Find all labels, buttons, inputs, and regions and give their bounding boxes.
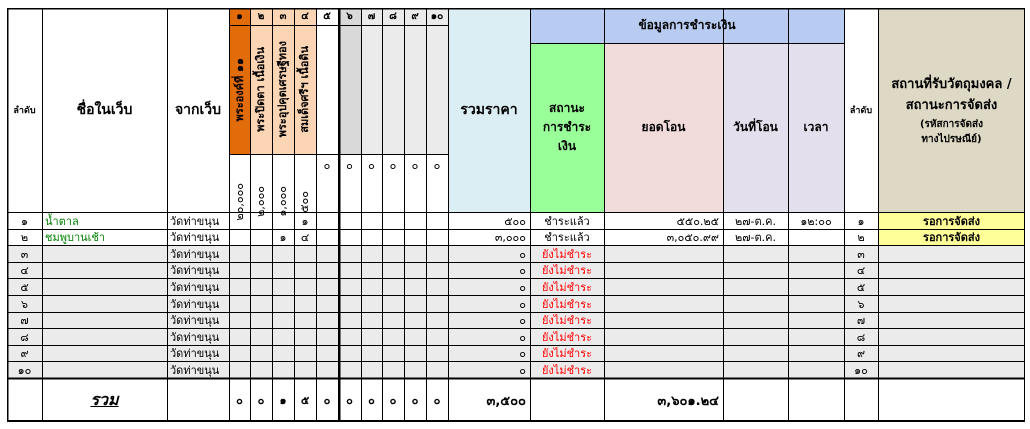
row-date: ๒๗-ต.ค.: [735, 231, 776, 244]
row-web-name: [42, 278, 167, 295]
row-qty: [316, 328, 338, 345]
row-qty: [426, 278, 448, 295]
row-web-name: น้ำตาล: [45, 214, 79, 228]
row-qty: [272, 212, 294, 229]
row-number-right: ๔: [856, 264, 866, 277]
row-total: ๐: [519, 297, 526, 311]
row-qty: [426, 212, 448, 229]
row-ship-status: [878, 295, 1025, 312]
row-qty: [229, 361, 250, 378]
item-number: ๗: [367, 11, 376, 22]
item-name-text: พระอุปคุตเศรษฐีทอง: [276, 41, 289, 138]
row-amount: [604, 295, 723, 312]
transfer-date-header: วันที่โอน: [733, 120, 778, 134]
row-status: ยังไม่ชำระ: [541, 247, 593, 261]
row-ship-status: รอการจัดส่ง: [923, 231, 980, 244]
row-qty: [404, 278, 426, 295]
row-number: ๗: [20, 314, 29, 327]
row-qty: [229, 245, 250, 262]
row-qty: [272, 361, 294, 378]
row-qty: [426, 312, 448, 328]
row-amount: [604, 345, 723, 361]
row-amount: ๓,๐๕๐.๙๙: [666, 231, 719, 244]
row-time: [788, 295, 844, 312]
row-qty: [404, 245, 426, 262]
row-time: ๑๒:๐๐: [800, 214, 832, 228]
row-qty: [404, 262, 426, 278]
row-qty: [316, 262, 338, 278]
row-qty: [272, 328, 294, 345]
row-status: ยังไม่ชำระ: [541, 280, 593, 294]
row-qty: [229, 312, 250, 328]
totals-label: รวม: [90, 389, 119, 409]
row-qty: [250, 245, 272, 262]
totals-qty: ๐: [236, 394, 243, 407]
row-qty: [272, 262, 294, 278]
row-web-name: ชมพูบานเช้า: [45, 231, 106, 244]
row-qty: [361, 295, 382, 312]
item-number: ๑๐: [430, 11, 444, 22]
item-number: ๘: [389, 11, 397, 22]
item-name-text: พระองค์ที่ ๑๑: [232, 57, 246, 122]
item-number: ๔: [301, 11, 309, 22]
row-qty: [404, 212, 426, 229]
row-date: [723, 278, 788, 295]
row-number: ๒: [20, 231, 29, 244]
item-price-text: ๒,๐๐๐: [254, 186, 267, 217]
totals-qty: ๐: [368, 394, 375, 407]
row-qty: [316, 295, 338, 312]
row-qty: [294, 278, 316, 295]
row-qty: [250, 328, 272, 345]
row-qty: [338, 295, 361, 312]
row-qty: ๑: [301, 214, 309, 228]
item-number: ๙: [411, 11, 419, 22]
row-qty: [361, 212, 382, 229]
row-qty: [250, 361, 272, 378]
item-number: ๖: [346, 11, 353, 22]
row-qty: [361, 345, 382, 361]
totals-qty: ๐: [411, 394, 419, 407]
row-total: ๐: [519, 264, 526, 277]
row-number-right: ๓: [857, 247, 865, 261]
row-total: ๐: [519, 314, 526, 327]
row-date: [723, 262, 788, 278]
row-qty: [294, 312, 316, 328]
row-qty: [382, 328, 404, 345]
row-number-right: ๗: [856, 314, 866, 327]
row-qty: [404, 328, 426, 345]
row-time: [788, 245, 844, 262]
row-ship-status: [878, 345, 1025, 361]
row-qty: [250, 295, 272, 312]
item-name-text: พระปิดตา เนื้อเงิน: [254, 47, 267, 132]
row-qty: [361, 245, 382, 262]
row-qty: [272, 245, 294, 262]
row-status: ยังไม่ชำระ: [541, 314, 593, 327]
row-qty: [426, 361, 448, 378]
row-qty: [338, 361, 361, 378]
row-amount: [604, 312, 723, 328]
row-qty: [382, 262, 404, 278]
row-total: ๐: [519, 347, 526, 360]
row-number-right: ๑๐: [854, 363, 868, 377]
row-ship-status: [878, 278, 1025, 295]
row-amount: [604, 245, 723, 262]
row-qty: [316, 212, 338, 229]
payment-status-header: สถานะการชำระเงิน: [542, 101, 592, 153]
row-qty: [229, 345, 250, 361]
totals-total: ๓,๕๐๐: [486, 393, 526, 409]
row-status: ชำระแล้ว: [544, 231, 590, 244]
row-qty: [426, 229, 448, 245]
row-total: ๓,๐๐๐: [494, 231, 526, 244]
row-time: [788, 312, 844, 328]
row-ship-status: [878, 361, 1025, 378]
item-number: ๑: [236, 11, 243, 22]
row-status: ยังไม่ชำระ: [541, 347, 593, 360]
row-qty: [294, 345, 316, 361]
row-qty: [361, 312, 382, 328]
row-number-right: ๘: [856, 330, 866, 344]
row-status: ยังไม่ชำระ: [541, 297, 593, 311]
row-qty: [338, 312, 361, 328]
row-qty: [382, 345, 404, 361]
row-number-right: ๕: [856, 280, 866, 294]
row-status: ยังไม่ชำระ: [541, 264, 593, 277]
row-time: [788, 262, 844, 278]
row-number-right: ๑: [857, 214, 865, 228]
row-qty: [404, 345, 426, 361]
row-qty: [382, 312, 404, 328]
row-status: ยังไม่ชำระ: [541, 330, 593, 344]
totals-qty: ๐: [346, 394, 353, 407]
row-ship-status: [878, 262, 1025, 278]
item-name: [250, 25, 272, 154]
location-header-title: สถานที่รับวัตถุมงคล / สถานะการจัดส่ง: [891, 77, 1012, 113]
row-time: [788, 361, 844, 378]
row-qty: [404, 312, 426, 328]
row-number-right: ๒: [857, 231, 865, 244]
row-from-web: วัดท่าขนุน: [170, 347, 220, 360]
row-qty: [250, 278, 272, 295]
row-time: [788, 229, 844, 245]
row-total: ๕๐๐: [504, 214, 526, 228]
num6-fill: [338, 8, 361, 154]
row-qty: [316, 245, 338, 262]
item-name: [229, 25, 250, 154]
row-date: ๒๗-ต.ค.: [735, 214, 776, 228]
row-qty: [382, 295, 404, 312]
row-qty: [361, 229, 382, 245]
row-qty: [250, 212, 272, 229]
totals-qty: ๕: [300, 394, 310, 407]
row-from-web: วัดท่าขนุน: [170, 297, 220, 311]
row-qty: [382, 361, 404, 378]
row-qty: [426, 328, 448, 345]
row-web-name: [42, 262, 167, 278]
row-amount: [604, 262, 723, 278]
item-price: ๐: [346, 159, 353, 172]
row-qty: [250, 312, 272, 328]
row-qty: [382, 278, 404, 295]
item-name-text: สมเด็จศรีฯ เนื้อดิน: [298, 46, 311, 133]
row-from-web: วัดท่าขนุน: [170, 280, 220, 294]
row-amount: ๕๕๐.๒๕: [676, 214, 719, 228]
row-from-web: วัดท่าขนุน: [170, 363, 220, 377]
row-qty: [316, 229, 338, 245]
row-number: ๑: [21, 214, 28, 228]
row-qty: [272, 295, 294, 312]
row-from-web: วัดท่าขนุน: [170, 264, 220, 277]
row-qty: [316, 312, 338, 328]
row-qty: [338, 278, 361, 295]
order-right-header: ลำดับ: [849, 106, 873, 116]
row-qty: [404, 295, 426, 312]
row-qty: [229, 278, 250, 295]
row-time: [788, 328, 844, 345]
row-qty: [272, 345, 294, 361]
row-qty: [382, 245, 404, 262]
item-price: ๐: [389, 159, 397, 172]
row-qty: [294, 328, 316, 345]
row-qty: [361, 328, 382, 345]
row-qty: [338, 262, 361, 278]
row-web-name: [42, 345, 167, 361]
row-number: ๙: [20, 347, 29, 360]
row-qty: [294, 245, 316, 262]
row-qty: [338, 345, 361, 361]
item-price-text: ๑,๐๐๐: [276, 186, 289, 217]
row-number: ๕: [20, 280, 29, 294]
row-number: ๖: [21, 297, 28, 311]
item-number: ๓: [279, 11, 287, 22]
row-ship-status: [878, 328, 1025, 345]
row-from-web: วัดท่าขนุน: [170, 247, 220, 261]
row-qty: [404, 361, 426, 378]
row-qty: ๔: [300, 231, 310, 244]
item-name: [294, 25, 316, 154]
row-qty: [250, 345, 272, 361]
row-qty: [426, 295, 448, 312]
row-qty: [229, 262, 250, 278]
row-qty: [250, 229, 272, 245]
row-date: [723, 345, 788, 361]
row-qty: [361, 278, 382, 295]
row-qty: [294, 262, 316, 278]
row-qty: [316, 278, 338, 295]
row-amount: [604, 361, 723, 378]
order-sheet: [7, 8, 1025, 422]
payment-info-header: ข้อมูลการชำระเงิน: [638, 18, 736, 32]
row-qty: [338, 328, 361, 345]
item-price: ๐: [411, 159, 419, 172]
row-qty: [404, 229, 426, 245]
row-from-web: วัดท่าขนุน: [170, 214, 220, 228]
row-qty: [294, 295, 316, 312]
row-total: ๐: [519, 363, 526, 377]
row-qty: [382, 229, 404, 245]
row-qty: [316, 361, 338, 378]
row-qty: [272, 278, 294, 295]
row-total: ๐: [519, 280, 526, 294]
row-number-right: ๖: [857, 297, 865, 311]
row-qty: [229, 229, 250, 245]
row-date: [723, 328, 788, 345]
row-ship-status: [878, 312, 1025, 328]
row-total: ๐: [519, 330, 526, 344]
transfer-amount-header: ยอดโอน: [641, 120, 686, 134]
row-qty: [229, 212, 250, 229]
order-header: ลำดับ: [13, 106, 36, 116]
totals-qty: ๐: [257, 394, 265, 407]
row-qty: [316, 345, 338, 361]
item-name: [272, 25, 294, 154]
totals-qty: ๐: [433, 394, 441, 407]
row-date: [723, 245, 788, 262]
time-header: เวลา: [803, 120, 829, 134]
row-qty: [250, 262, 272, 278]
row-qty: [338, 229, 361, 245]
row-web-name: [42, 328, 167, 345]
row-qty: ๑: [279, 231, 287, 244]
totals-amount: ๓,๖๐๑.๒๔: [657, 393, 719, 409]
row-status: ยังไม่ชำระ: [541, 363, 593, 377]
row-web-name: [42, 245, 167, 262]
item-price-text: ๒๐,๐๐๐: [232, 182, 246, 221]
row-qty: [272, 312, 294, 328]
row-time: [788, 345, 844, 361]
row-total: ๐: [519, 247, 526, 261]
row-qty: [229, 328, 250, 345]
row-number: ๔: [20, 264, 29, 277]
item-price-text: ๕๐๐: [298, 190, 311, 213]
total-price-header: รวมราคา: [460, 102, 518, 118]
from-web-header: จากเว็บ: [174, 102, 222, 118]
row-ship-status: [878, 245, 1025, 262]
item-number: ๕: [323, 11, 331, 22]
row-date: [723, 361, 788, 378]
row-amount: [604, 328, 723, 345]
row-qty: [426, 245, 448, 262]
row-number-right: ๙: [856, 347, 866, 360]
web-name-header: ชื่อในเว็บ: [76, 102, 133, 118]
row-web-name: [42, 361, 167, 378]
row-date: [723, 312, 788, 328]
row-qty: [229, 295, 250, 312]
row-qty: [382, 212, 404, 229]
totals-qty: ๐: [389, 394, 397, 407]
row-date: [723, 295, 788, 312]
row-qty: [338, 212, 361, 229]
totals-qty: ๐: [323, 394, 331, 407]
row-from-web: วัดท่าขนุน: [170, 330, 220, 344]
row-number: ๑๐: [17, 363, 32, 377]
row-from-web: วัดท่าขนุน: [170, 314, 220, 327]
item-price: ๐: [433, 159, 441, 172]
row-qty: [338, 245, 361, 262]
row-qty: [361, 262, 382, 278]
row-qty: [426, 345, 448, 361]
item-price: ๐: [368, 159, 375, 172]
item-number: ๒: [257, 11, 265, 22]
row-qty: [426, 262, 448, 278]
row-number: ๓: [20, 247, 29, 261]
row-amount: [604, 278, 723, 295]
row-web-name: [42, 295, 167, 312]
row-time: [788, 278, 844, 295]
location-header-subtitle: (รหัสการจัดส่งทางไปรษณีย์): [919, 119, 984, 145]
row-status: ชำระแล้ว: [544, 214, 590, 228]
row-qty: [294, 361, 316, 378]
row-web-name: [42, 312, 167, 328]
location-header: [878, 8, 1025, 212]
item-price: ๐: [323, 159, 331, 172]
totals-qty: ๑: [279, 394, 287, 407]
row-from-web: วัดท่าขนุน: [170, 231, 220, 244]
row-number: ๘: [20, 330, 29, 344]
row-qty: [361, 361, 382, 378]
row-ship-status: รอการจัดส่ง: [923, 214, 980, 228]
